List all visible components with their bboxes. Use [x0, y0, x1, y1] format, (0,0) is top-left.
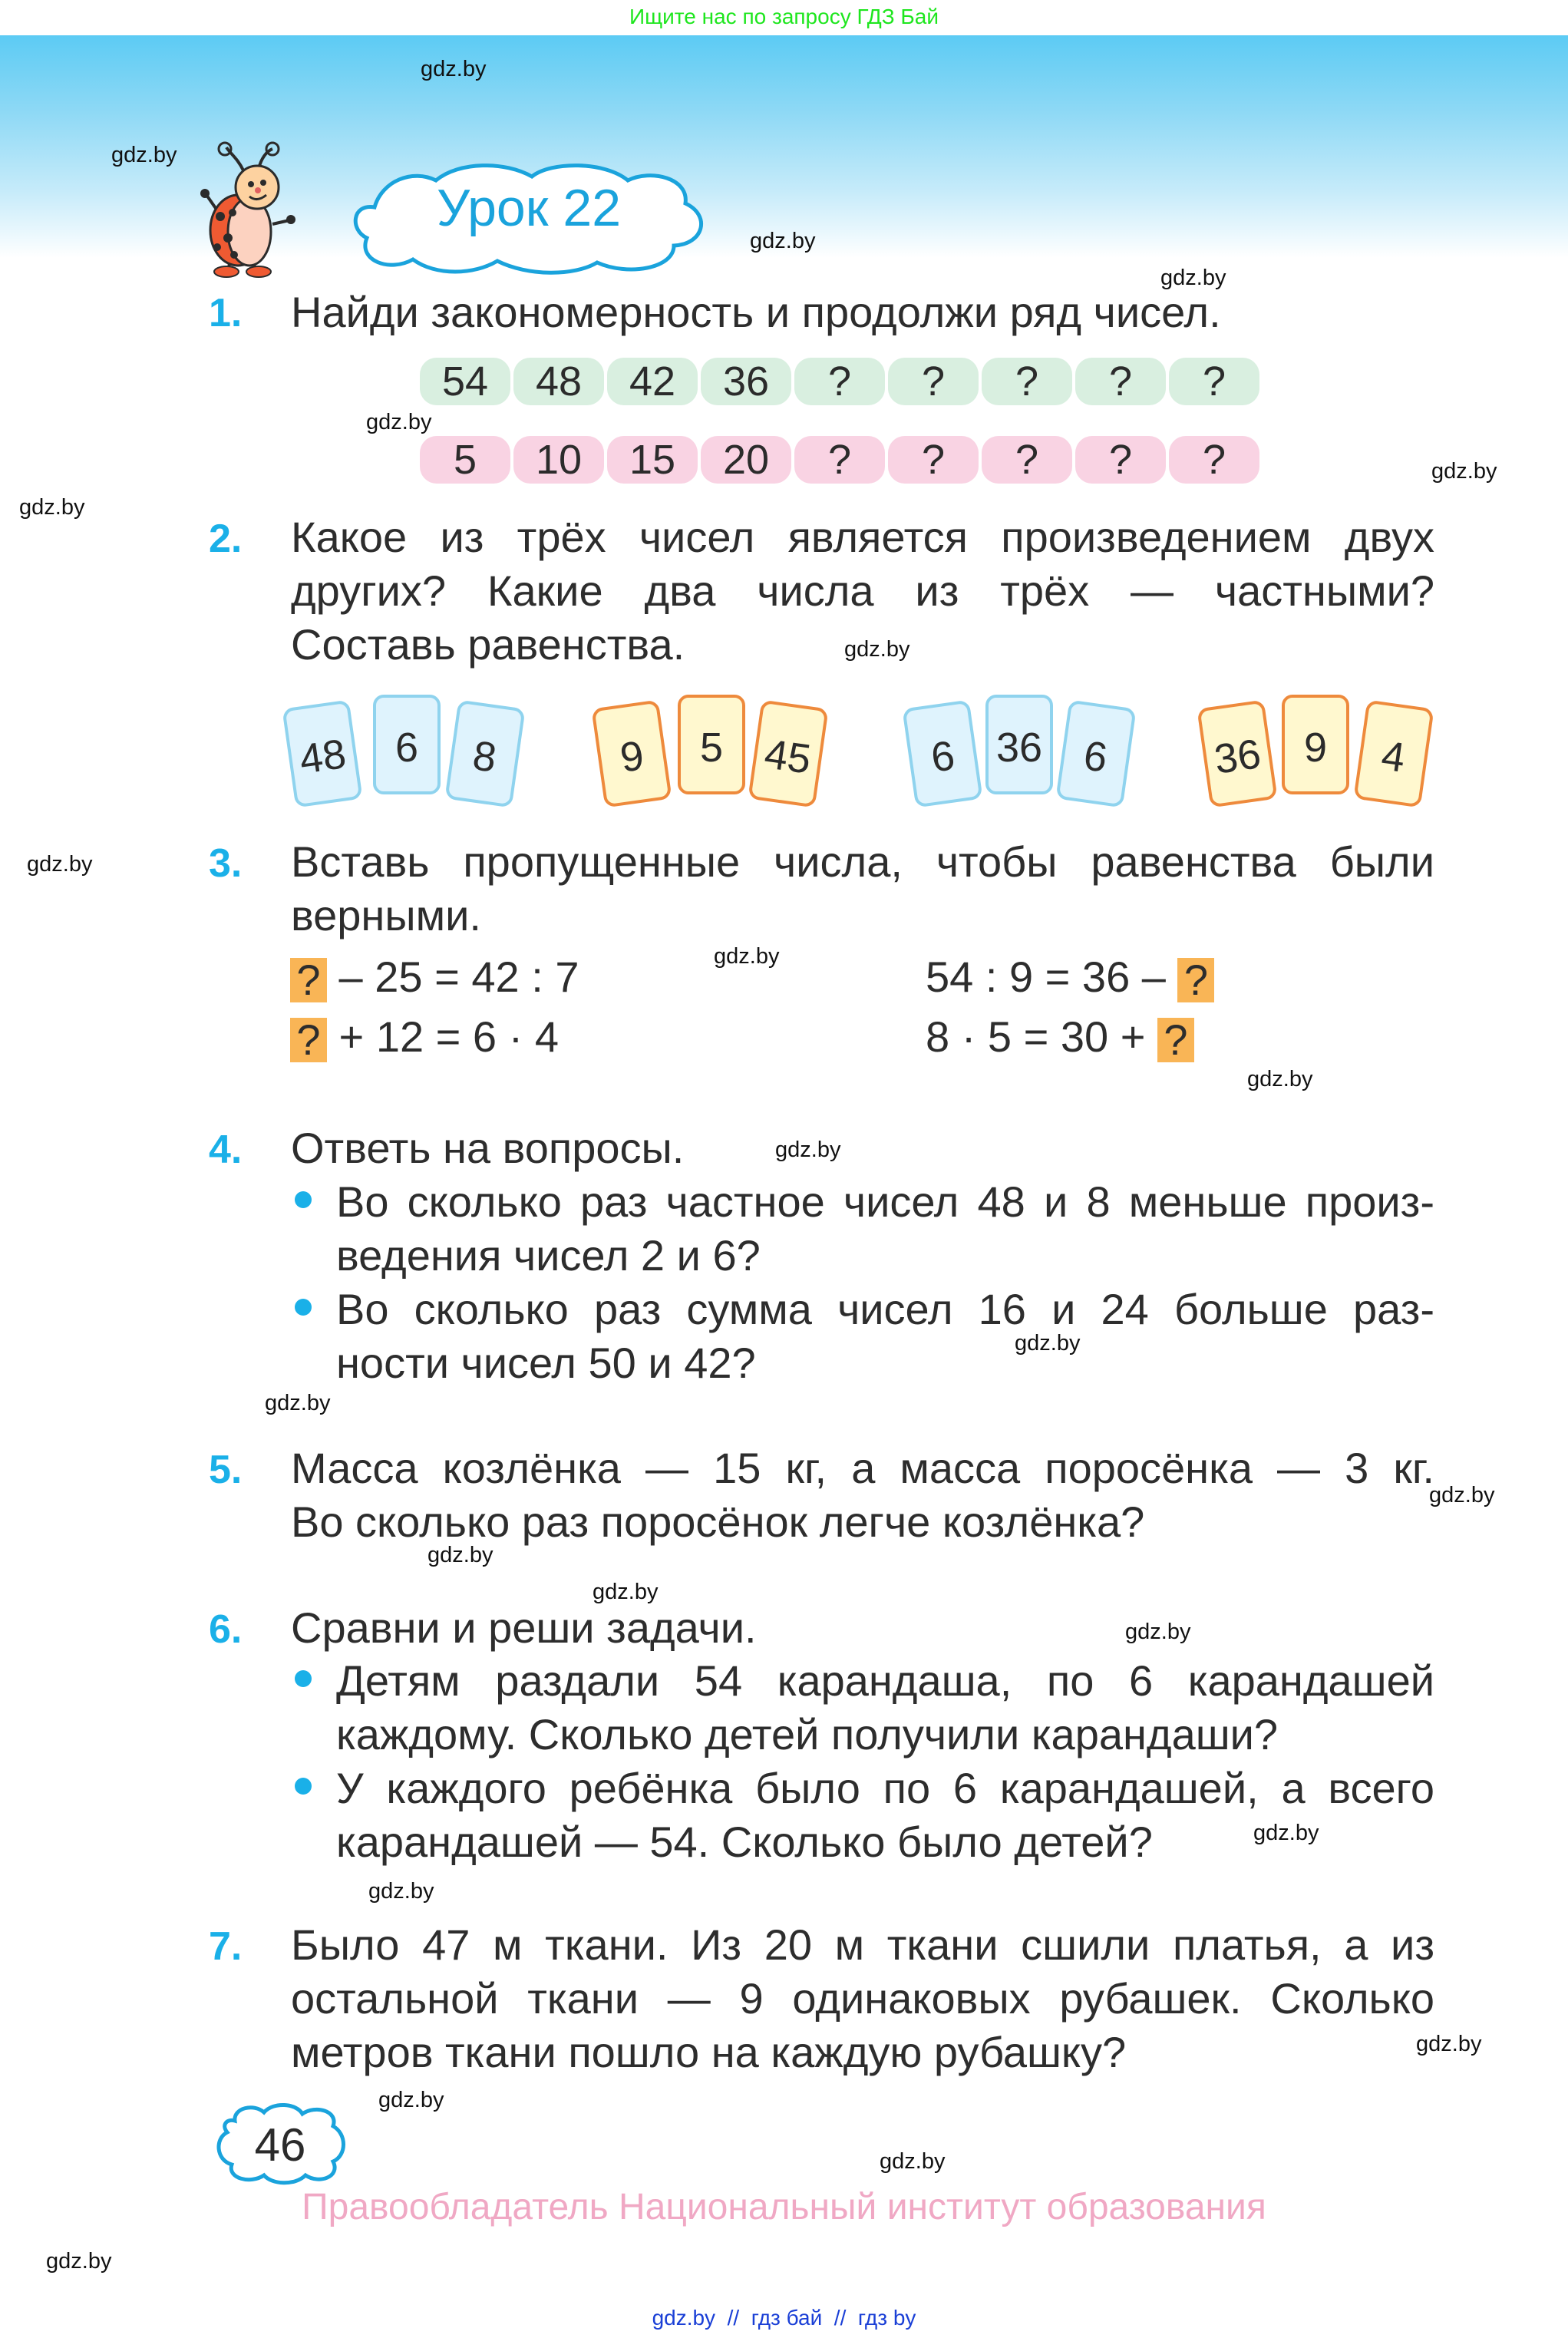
card-group — [1196, 695, 1441, 817]
number-card: 36 — [985, 695, 1053, 794]
watermark: gdz.by — [844, 637, 910, 662]
task-number: 4. — [209, 1128, 243, 1172]
card-group — [284, 695, 530, 817]
number-card: 6 — [902, 700, 982, 808]
number-card: 6 — [373, 695, 441, 794]
task-line: Детям раздали 54 карандаша, по 6 карандашей — [336, 1656, 1434, 1705]
missing-number-box[interactable]: ? — [290, 1018, 327, 1062]
task-line: метров ткани пошло на каждую рубашку? — [291, 2028, 1127, 2076]
watermark: gdz.by — [750, 229, 816, 253]
watermark: gdz.by — [366, 410, 432, 434]
task-line: других? Какие два числа из трёх — частными? — [291, 566, 1434, 615]
number-card: 6 — [1055, 700, 1136, 808]
task-line: Составь равенства. — [291, 620, 685, 669]
watermark: gdz.by — [775, 1138, 841, 1162]
task-4-text: Ответь на вопросы. — [291, 1124, 685, 1172]
watermark: gdz.by — [421, 57, 487, 81]
watermark: gdz.by — [427, 1543, 494, 1567]
sequence-cell: 5 — [420, 436, 510, 484]
task-line: остальной ткани — 9 одинаковых рубашек. Сколько — [291, 1974, 1434, 2023]
task-line: Масса козлёнка — 15 кг, а масса поросёнка — 3 кг. — [291, 1444, 1434, 1492]
task-line: ведения чисел 2 и 6? — [336, 1231, 761, 1280]
task-number: 7. — [209, 1924, 243, 1969]
sequence-cell: ? — [1169, 436, 1259, 484]
number-card: 45 — [748, 700, 828, 808]
sequence-cell: 36 — [701, 358, 791, 405]
bullet-icon — [295, 1670, 312, 1687]
sequence-cell: ? — [794, 358, 885, 405]
sequence-cell: 42 — [607, 358, 698, 405]
equation-right-2 — [926, 1012, 1194, 1065]
bullet-icon — [295, 1191, 312, 1208]
task-3-text — [291, 835, 1434, 943]
watermark: gdz.by — [880, 2149, 946, 2174]
bullet-icon — [295, 1299, 312, 1316]
watermark: gdz.by — [593, 1580, 659, 1604]
task-line: ности чисел 50 и 42? — [336, 1339, 756, 1387]
sequence-cell: ? — [1075, 436, 1166, 484]
sequence-cell: ? — [1075, 358, 1166, 405]
task-6-bullet-1 — [336, 1654, 1434, 1762]
watermark: gdz.by — [1015, 1331, 1081, 1356]
number-card: 9 — [591, 700, 672, 808]
task-number: 2. — [209, 517, 243, 561]
watermark: gdz.by — [378, 2088, 444, 2112]
watermark: gdz.by — [1253, 1821, 1319, 1845]
task-line: Во сколько раз частное чисел 48 и 8 меньше произ- — [336, 1177, 1434, 1226]
task-6-bullet-2 — [336, 1762, 1434, 1869]
watermark: gdz.by — [1429, 1483, 1495, 1507]
task-4-bullet-2 — [336, 1283, 1434, 1390]
card-group — [904, 695, 1150, 817]
task-line: каждому. Сколько детей получили карандаши? — [336, 1710, 1279, 1758]
number-card: 36 — [1197, 700, 1277, 808]
sequence-cell: 20 — [701, 436, 791, 484]
task-number: 3. — [209, 841, 243, 886]
missing-number-box[interactable]: ? — [1157, 1018, 1194, 1062]
copyright-notice: Правообладатель Национальный институт образования — [302, 2187, 1266, 2227]
sequence-cell: ? — [888, 358, 979, 405]
number-card: 48 — [282, 700, 362, 808]
task-line: Какое из трёх чисел является произведением двух — [291, 513, 1434, 561]
task-1-text: Найди закономерность и продолжи ряд чисел. — [291, 288, 1221, 336]
task-line: У каждого ребёнка было по 6 карандашей, а всего — [336, 1764, 1434, 1812]
card-group — [593, 695, 839, 817]
task-4-bullet-1 — [336, 1175, 1434, 1283]
equation-right-1 — [926, 952, 1214, 1005]
missing-number-box[interactable]: ? — [290, 958, 327, 1002]
task-number: 6. — [209, 1607, 243, 1652]
sequence-cell: 54 — [420, 358, 510, 405]
equation-text: + 12 = 6 · 4 — [327, 1012, 559, 1061]
equation-left-2 — [290, 1012, 559, 1065]
sequence-cell: ? — [794, 436, 885, 484]
number-card: 9 — [1282, 695, 1349, 794]
number-card: 5 — [678, 695, 745, 794]
watermark: gdz.by — [1125, 1620, 1191, 1644]
task-line: Вставь пропущенные числа, чтобы равенства были — [291, 837, 1434, 886]
watermark: gdz.by — [27, 852, 93, 877]
sequence-row-pink — [420, 436, 1259, 484]
watermark: gdz.by — [46, 2249, 112, 2274]
bullet-icon — [295, 1778, 312, 1795]
task-2-text — [291, 510, 1434, 672]
watermark: gdz.by — [1416, 2032, 1482, 2056]
missing-number-box[interactable]: ? — [1177, 958, 1214, 1002]
sequence-cell: 10 — [513, 436, 604, 484]
ladybug-icon — [196, 140, 299, 278]
sequence-cell: ? — [1169, 358, 1259, 405]
top-banner[interactable]: Ищите нас по запросу ГДЗ Бай — [0, 0, 1568, 35]
task-line: Во сколько раз поросёнок легче козлёнка? — [291, 1498, 1145, 1546]
watermark: gdz.by — [368, 1879, 434, 1904]
sequence-row-green — [420, 358, 1259, 405]
watermark: gdz.by — [1247, 1067, 1313, 1091]
footer-links[interactable]: gdz.by // гдз бай // гдз by — [652, 2306, 916, 2330]
task-line: карандашей — 54. Сколько было детей? — [336, 1818, 1153, 1866]
equation-left-1 — [290, 952, 579, 1005]
lesson-title: Урок 22 — [436, 179, 622, 237]
watermark: gdz.by — [1160, 266, 1226, 290]
sequence-cell: ? — [982, 358, 1072, 405]
page-number: 46 — [254, 2119, 306, 2171]
equation-text: 8 · 5 = 30 + — [926, 1012, 1157, 1061]
task-7-text — [291, 1918, 1434, 2079]
task-number: 1. — [209, 291, 243, 335]
task-line: верными. — [291, 891, 481, 939]
sequence-cell: ? — [888, 436, 979, 484]
watermark: gdz.by — [265, 1391, 331, 1415]
task-5-text — [291, 1441, 1434, 1549]
task-line: Было 47 м ткани. Из 20 м ткани сшили платья, а из — [291, 1920, 1434, 1969]
sequence-cell: 48 — [513, 358, 604, 405]
watermark: gdz.by — [19, 495, 85, 520]
watermark: gdz.by — [111, 143, 177, 167]
task-number: 5. — [209, 1448, 243, 1492]
task-6-text: Сравни и реши задачи. — [291, 1603, 757, 1652]
task-line: Во сколько раз сумма чисел 16 и 24 больше раз- — [336, 1285, 1434, 1333]
equation-text: 54 : 9 = 36 – — [926, 953, 1178, 1001]
sequence-cell: 15 — [607, 436, 698, 484]
number-card: 4 — [1353, 700, 1434, 808]
watermark: gdz.by — [714, 944, 780, 969]
sequence-cell: ? — [982, 436, 1072, 484]
number-card: 8 — [444, 700, 525, 808]
watermark: gdz.by — [1431, 459, 1497, 484]
equation-text: – 25 = 42 : 7 — [327, 953, 579, 1001]
